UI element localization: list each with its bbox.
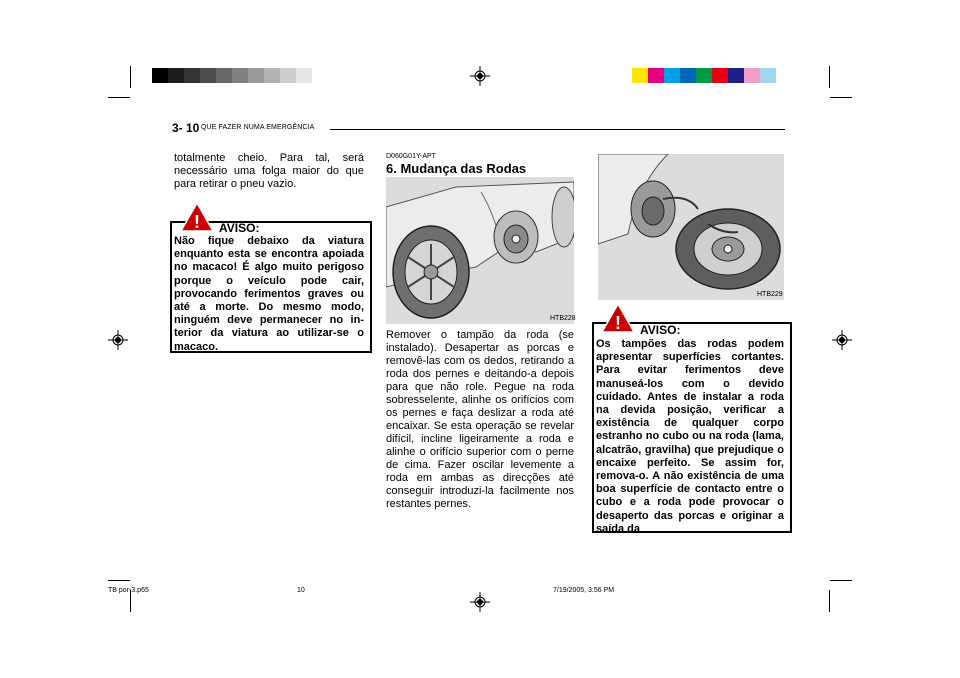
color-calibration-bar <box>632 68 792 83</box>
crop-mark <box>130 66 131 88</box>
footer-date: 7/19/2005, 3:56 PM <box>553 587 615 594</box>
crop-mark <box>108 97 130 98</box>
registration-mark-icon <box>832 330 852 350</box>
color-swatch <box>632 68 648 83</box>
spare-wheel-illustration <box>598 154 784 300</box>
section-header-title: QUE FAZER NUMA EMERGÊNCIA <box>201 124 315 131</box>
color-swatch <box>648 68 664 83</box>
grey-swatch <box>184 68 200 83</box>
grey-swatch <box>152 68 168 83</box>
grey-swatch <box>200 68 216 83</box>
image-label-htb229: HTB229 <box>757 291 783 298</box>
wheel-removal-illustration <box>386 177 574 324</box>
color-swatch <box>664 68 680 83</box>
svg-text:!: ! <box>194 212 200 232</box>
warning-triangle-icon <box>180 202 214 232</box>
section-code: D060G01Y-APT <box>386 153 436 160</box>
page-number: 3- 10 <box>172 121 200 135</box>
warning-text-left: Não fique debaixo da viatura enquanto esta se encontra apoiada no macaco! É algo muito perigoso porque o veículo pode cair, provocando ferimentos graves ou até a morte. Do mesmo modo, ninguém deve permanecer no in-terior da viatura ao utilizar-se o macaco. <box>174 235 364 353</box>
svg-text:!: ! <box>615 313 621 333</box>
grey-swatch <box>248 68 264 83</box>
registration-mark-icon <box>470 592 490 612</box>
car-wheel-drawing-icon <box>386 177 574 324</box>
color-swatch <box>776 68 792 83</box>
crop-mark <box>108 580 130 581</box>
warning-text-right: Os tampões das rodas podem apresentar superfícies cortantes. Para evitar ferimentos deve manuseá-los com o devido cuidado. Antes de instalar a roda na devida posição, verificar a existência de qualquer corpo estranho no cubo ou na roda (lama, alcatrão, gravilha) que prejudique o encaixe perfeito. Se assim for, remova-o. A não existência de uma boa superfície de contacto entre o cubo e a roda pode provocar o desaperto das porcas e originar a saída da <box>596 338 784 535</box>
registration-mark-icon <box>470 66 490 86</box>
registration-mark-icon <box>108 330 128 350</box>
spare-tire-drawing-icon <box>598 154 784 300</box>
grey-swatch <box>232 68 248 83</box>
crop-mark <box>830 580 852 581</box>
color-swatch <box>712 68 728 83</box>
warning-triangle-icon <box>601 303 635 333</box>
header-rule <box>330 129 785 130</box>
grey-swatch <box>264 68 280 83</box>
intro-paragraph: totalmente cheio. Para tal, será necessário uma folga maior do que para retirar o pneu vazio. <box>174 152 364 190</box>
section-title: 6. Mudança das Rodas <box>386 161 527 176</box>
grey-swatch <box>280 68 296 83</box>
crop-mark <box>830 97 852 98</box>
grey-swatch <box>168 68 184 83</box>
color-swatch <box>728 68 744 83</box>
color-swatch <box>760 68 776 83</box>
grey-swatch <box>296 68 312 83</box>
crop-mark <box>829 590 830 612</box>
image-label-htb228: HTB228 <box>550 315 576 322</box>
warning-title-right: AVISO: <box>640 323 681 337</box>
grey-calibration-bar <box>152 68 312 83</box>
color-swatch <box>744 68 760 83</box>
crop-mark <box>829 66 830 88</box>
warning-title-left: AVISO: <box>219 221 260 235</box>
grey-swatch <box>216 68 232 83</box>
footer-page: 10 <box>297 587 305 594</box>
color-swatch <box>680 68 696 83</box>
wheel-change-paragraph: Remover o tampão da roda (se instalado). Desapertar as porcas e removê-las com os dedos, retirando a roda dos pernes e deitando-a depois para que não role. Pegue na roda sobresselente, alinhe os orifícios com os pernes e faça deslizar a roda até encaixar. Se esta operação se revelar difícil, incline ligeiramente a roda e alinhe o orifício superior com o perne de cima. Fazer oscilar levemente a roda em ambas as direcções até conseguir introduzi-la facilmente nos restantes pernes. <box>386 329 574 510</box>
footer-file: TB por-3.p65 <box>108 587 149 594</box>
color-swatch <box>696 68 712 83</box>
